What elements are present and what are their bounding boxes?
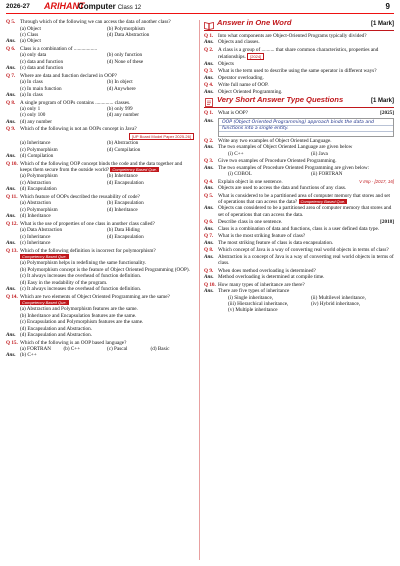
question-text: Which are two elements of Object Oriented Programming are the same? <box>20 293 170 300</box>
answer <box>204 61 394 67</box>
answer-label: Ans. <box>6 285 16 292</box>
option: (d) Inheritance <box>107 206 138 213</box>
question-number: Q 7. <box>6 72 16 79</box>
question-number: Q 8. <box>6 99 16 106</box>
question-number: Q 15. <box>6 339 18 346</box>
answer-label: Ans. <box>204 60 214 67</box>
answer-label: Ans. <box>6 153 16 160</box>
answer-label: Ans. <box>204 205 214 212</box>
option-text: (c) Encapsulation and Polymorphism features are the same. <box>20 319 144 326</box>
answer-text: The two examples of Procedure Oriented Programming are given below: <box>218 164 370 171</box>
answer-text: The most striking feature of class is data encapsulation. <box>218 239 334 246</box>
question-number: Q 14. <box>6 293 18 300</box>
options <box>6 140 194 153</box>
question-text: Class is a combination of .................. <box>20 46 98 52</box>
question-number: Q 13. <box>6 247 18 254</box>
answer-text: Operator overloading. <box>218 74 264 81</box>
question-number: Q 9. <box>204 267 214 274</box>
answer <box>6 213 194 219</box>
option: (c) In main function <box>20 85 62 92</box>
section-heading-one-word <box>204 20 394 31</box>
answer-text: Class is a combination of data and functions, class is a user defined data type. <box>218 225 380 232</box>
question-number: Q 12. <box>6 220 18 227</box>
handwritten-text: OOP (Object Oriented Programming) approach binds the data and functions into a single entity. <box>222 119 374 131</box>
question-text: What is considered to be a partitioned area of computer memory that stores and set of operations that can access the data? <box>218 192 390 206</box>
question-number: Q 8. <box>204 247 214 254</box>
answer <box>6 186 194 192</box>
question-text: Which feature of OOPs described the reusability of code? <box>20 193 140 200</box>
answer-text: (b) C++ <box>20 352 37 359</box>
answer-text: (c) data and function <box>20 65 64 72</box>
answer <box>6 153 194 159</box>
option-text: (b) Polymorphism concept is the feature of Object Oriented Programming (OOP). <box>20 266 190 273</box>
option: (c) data and function <box>20 58 64 65</box>
answer <box>6 38 194 44</box>
competency-tag: Competency Based Que. <box>112 167 158 173</box>
answer-text: Abstraction is a concept of Java is a way of converting real world objects in terms of class. <box>218 253 394 267</box>
option: (b) only function <box>107 52 143 59</box>
option: (c) Inheritance <box>20 233 51 240</box>
answer-label: Ans. <box>204 185 214 192</box>
header-year: 2026-27 <box>6 3 30 10</box>
question-11 <box>6 194 194 200</box>
option: (c) Abstraction <box>20 179 51 186</box>
question-text: What is the term used to describe using the same operator in different ways? <box>218 68 377 75</box>
question-10 <box>6 161 194 174</box>
option-text: (d) Easy in the readability of the program. <box>20 279 108 286</box>
answer-label: Ans. <box>204 274 214 281</box>
options <box>6 52 194 65</box>
question-6 <box>6 46 194 52</box>
brand-logo: ARIHANT <box>44 1 85 11</box>
competency-tag: Competency Based Que. <box>22 299 67 305</box>
question-text: Which of the following OOP concept binds the code and the data together and keeps them secure from the outside world? <box>20 160 183 174</box>
option: (a) only 1 <box>20 106 41 113</box>
option: (a) only data <box>20 52 47 59</box>
question-number: Q 4. <box>204 82 214 89</box>
option: (a) In class <box>20 79 43 86</box>
question-text: When does method overloading is determined? <box>218 267 316 274</box>
question-text: What is OOP? <box>218 110 248 117</box>
oneword-question-2 <box>204 47 394 61</box>
option: (d) Encapsulation <box>107 233 144 240</box>
answer-label: Ans. <box>6 118 16 125</box>
answer <box>6 240 194 246</box>
question-text: A single program of OOPs contains .............. classes. <box>20 99 131 106</box>
question-text: Through which of the following we can access the data of another class? <box>20 19 171 26</box>
question-9 <box>6 126 194 132</box>
question-number: Q 4. <box>204 178 214 185</box>
answer-label: Ans. <box>6 213 16 220</box>
section-heading-very-short <box>204 97 394 108</box>
competency-tag: Competency Based Que. <box>22 253 67 259</box>
answer <box>204 118 394 137</box>
answer-text: Object Oriented Programming. <box>218 88 283 95</box>
options <box>6 200 194 213</box>
answer-label: Ans. <box>6 352 16 359</box>
question-text: Write any two examples of Object Oriented Language. <box>218 137 332 144</box>
answer-text: (d) any number <box>20 118 52 125</box>
answer <box>6 286 194 292</box>
question-number: Q 10. <box>204 281 216 288</box>
section-marks: [1 Mark] <box>370 98 394 105</box>
answer-text: Objects <box>218 60 234 67</box>
question-number: Q 10. <box>6 160 18 167</box>
option: (c) Polymorphism <box>20 206 58 213</box>
option: (a) FORTRAN <box>20 345 51 352</box>
option-text: (a) Abstraction and Polymorphism features are the same. <box>20 306 138 313</box>
question-text: Which concept of Java is a way of converting real world objects in terms of class? <box>218 247 389 254</box>
answer-text: (d) Compilation <box>20 153 54 160</box>
options <box>6 173 194 186</box>
options <box>6 26 194 39</box>
question-number: Q 11. <box>6 193 18 200</box>
option-text: (v) Multiple inheritance <box>228 307 278 314</box>
left-column <box>6 18 194 359</box>
answer <box>204 240 394 246</box>
question-text: How many types of inheritance are there? <box>218 281 305 288</box>
question-number: Q 2. <box>204 137 214 144</box>
vs-question-5 <box>204 193 394 206</box>
year-tag: [2018] <box>380 219 394 226</box>
answer-label: Ans. <box>204 144 214 151</box>
option: (a) Data Abstraction <box>20 227 63 234</box>
question-text: Which of the following is an OOP based language? <box>20 339 127 346</box>
right-column <box>204 18 394 314</box>
question-number: Q 2. <box>204 47 214 53</box>
answer-text: (d) Encapsulation and Abstraction. <box>20 331 93 338</box>
option: (d) Encapsulation <box>107 179 144 186</box>
question-number: Q 9. <box>6 126 16 133</box>
options <box>204 151 394 157</box>
answer-label: Ans. <box>204 88 214 95</box>
answer-label: Ans. <box>6 239 16 246</box>
option: (d) Anywhere <box>107 85 136 92</box>
answer-text: (c) It always increases the overhead of function definition. <box>20 285 142 292</box>
book-icon <box>204 21 214 30</box>
answer-label: Ans. <box>204 39 214 46</box>
question-14 <box>6 294 194 307</box>
option-text: (d) Encapsulation and Abstraction. <box>20 325 93 332</box>
answer <box>204 274 394 280</box>
question-number: Q 5. <box>204 192 214 199</box>
answer-label: Ans. <box>204 74 214 81</box>
option: (i) COBOL <box>228 171 252 178</box>
question-number: Q 3. <box>204 68 214 75</box>
options <box>204 171 394 177</box>
class-label: Class 12 <box>117 5 142 11</box>
option: (a) Abstraction <box>20 200 51 207</box>
answer <box>204 205 394 218</box>
answer-text: (d) Encapsulation <box>20 186 57 193</box>
options <box>204 295 394 308</box>
option: (b) In object <box>107 79 133 86</box>
year-tag: [2025] <box>380 110 394 117</box>
question-5 <box>6 19 194 25</box>
answer <box>204 288 394 294</box>
options <box>6 79 194 92</box>
answer-text: Objects are used to access the data and functions of any class. <box>218 185 347 192</box>
option: (d) Data Abstraction <box>107 32 150 38</box>
question-number: Q 5. <box>6 19 16 26</box>
options <box>6 106 194 119</box>
option: (b) Encapsulation <box>107 200 144 207</box>
column-divider <box>199 20 200 560</box>
header-subject <box>78 2 141 11</box>
answer <box>6 119 194 125</box>
question-13 <box>6 248 194 261</box>
option: (iv) Hybrid inheritance, <box>311 301 361 308</box>
question-text: Which of the following definition is incorrect for polymorphism? <box>20 247 156 254</box>
answer-text: (c) Inheritance <box>20 239 51 246</box>
option: (ii) Multilevel inheritance, <box>311 294 366 301</box>
page-number: 9 <box>385 2 390 11</box>
option: (iii) Hierarchical inheritance, <box>228 301 289 308</box>
option: (b) Abstraction <box>107 140 139 147</box>
section-marks: [1 Mark] <box>370 21 394 27</box>
answer-text: (a) Object <box>20 38 41 45</box>
answer-text: Method overloading is determined at compile time. <box>218 274 325 281</box>
question-15 <box>6 340 194 346</box>
answer-text: Objects and classes. <box>218 39 260 46</box>
answer-label: Ans. <box>6 65 16 72</box>
option: (d) Basic <box>150 345 170 352</box>
answer-text: There are five types of inheritance <box>218 288 290 295</box>
header-rule <box>6 13 394 14</box>
question-text: What is the most striking feature of class? <box>218 233 306 240</box>
options <box>6 227 194 240</box>
answer-label: Ans. <box>6 92 16 99</box>
question-text: Which of the following is not an OOPs concept in Java? <box>20 126 137 133</box>
section-title: Answer in One Word <box>217 18 292 27</box>
question-number: Q 3. <box>204 158 214 165</box>
option: (b) Polymorphism <box>107 25 145 32</box>
competency-tag: Competency Based Que. <box>300 199 346 205</box>
option: (i) Single inheritance, <box>228 294 274 301</box>
option: (c) Class <box>20 32 39 38</box>
answer <box>204 226 394 232</box>
answer <box>204 75 394 81</box>
answer <box>204 39 394 45</box>
answer-label: Ans. <box>204 225 214 232</box>
question-text: What is the use of properties of one class in another class called? <box>20 220 155 227</box>
answer-label: Ans. <box>204 288 214 295</box>
question-text: Into what components are Object-Oriented Programs typically divided? <box>218 33 367 39</box>
section-title: Very Short Answer Type Questions <box>217 95 344 105</box>
question-12 <box>6 221 194 227</box>
question-text: Describe class in one sentence. <box>218 219 283 226</box>
option: (d) any number <box>107 112 139 119</box>
option-text: (b) Inheritance and Encapsulation features are the same. <box>20 312 137 319</box>
answer <box>204 185 394 191</box>
option <box>204 307 394 313</box>
source-tag: [UP Board Model Paper 2025-26] <box>129 133 194 140</box>
question-text: Where are data and function declared in OOP? <box>20 72 117 79</box>
answer-label: Ans. <box>6 331 16 338</box>
question-number: Q 6. <box>204 219 214 226</box>
option: (d) Compilation <box>107 146 141 153</box>
question-number: Q 1. <box>204 33 214 39</box>
option: (b) Inheritance <box>107 173 138 180</box>
vs-question-1 <box>204 110 394 116</box>
answer <box>6 92 194 98</box>
importance-tag: V Imp - [2017, 16] <box>359 178 394 184</box>
option: (a) Object <box>20 25 41 32</box>
option: (c) Pascal <box>107 345 128 352</box>
answer-label: Ans. <box>204 117 214 124</box>
option-text: (c) It always increases the overhead of function definition. <box>20 273 142 280</box>
question-7 <box>6 73 194 79</box>
section-rule <box>204 107 394 108</box>
handwritten-answer-box <box>218 118 394 137</box>
question-text: Explain object in one sentence. <box>218 178 283 185</box>
option-text: (a) Polymorphism helps in redefining the same functionality. <box>20 260 147 267</box>
option: (d) None of these <box>107 58 144 65</box>
question-text: A class is a group of .......... that share common characteristics, properties and relationships. <box>218 47 379 61</box>
option: (c) Polymorphism <box>20 146 58 153</box>
answer-text: (d) Inheritance <box>20 213 51 220</box>
question-8 <box>6 100 194 106</box>
option: (ii) FORTRAN <box>311 171 343 178</box>
question-text: Write full name of OOP. <box>218 82 269 89</box>
option: (ii) Java <box>311 150 328 157</box>
answer-label: Ans. <box>6 38 16 45</box>
option: (c) only 100 <box>20 112 46 119</box>
section-rule <box>204 30 394 31</box>
answer-label: Ans. <box>204 164 214 171</box>
answer <box>204 165 394 171</box>
answer <box>6 332 194 338</box>
answer-text: Objects can considered to be a partitioned area of computer memory that stores and set of operations that can access the data. <box>218 205 392 218</box>
answer-text: (a) In class <box>20 92 43 99</box>
option: (i) C++ <box>228 150 244 157</box>
question-number: Q 7. <box>204 233 214 240</box>
option: (a) Inheritance <box>20 140 51 147</box>
answer-label: Ans. <box>6 186 16 193</box>
option: (b) Data Hiding <box>107 227 140 234</box>
answer-label: Ans. <box>204 239 214 246</box>
question-number: Q 1. <box>204 110 214 117</box>
subject-label: Computer <box>78 2 116 11</box>
year-tag: [2024] <box>247 53 264 60</box>
document-icon <box>204 98 214 107</box>
answer <box>204 144 394 150</box>
answer-label: Ans. <box>204 253 214 260</box>
page-header <box>0 0 400 14</box>
question-number: Q 6. <box>6 46 16 52</box>
answer <box>204 254 394 267</box>
answer <box>6 65 194 71</box>
option: (a) Polymorphism <box>20 173 58 180</box>
option: (b) C++ <box>63 345 81 352</box>
option: (b) only 999 <box>107 106 133 113</box>
question-text: Give two examples of Procedure Oriented Programming. <box>218 158 337 165</box>
answer-text: The two examples of Object Oriented Language are given below <box>218 144 353 151</box>
answer <box>6 352 194 358</box>
